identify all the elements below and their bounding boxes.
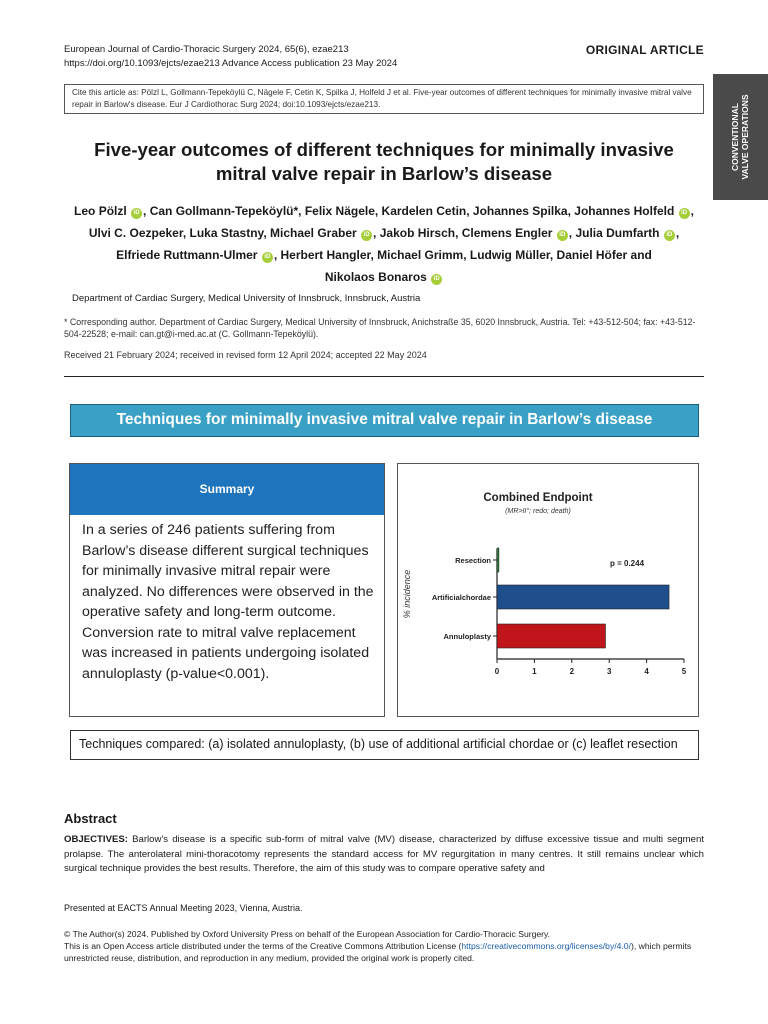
author-names: Ulvi C. Oezpeker, Luka Stastny, Michael Graber: [88, 226, 357, 240]
author-names: Nikolaos Bonaros: [324, 270, 427, 284]
orcid-icon[interactable]: iD: [679, 208, 690, 219]
abstract-heading: Abstract: [64, 811, 117, 826]
orcid-icon[interactable]: iD: [131, 208, 142, 219]
y-axis-label: % incidence: [402, 569, 412, 619]
chart-box: [397, 463, 699, 717]
category-label: Annuloplasty: [443, 632, 491, 641]
p-value-annotation: p = 0.244: [610, 559, 645, 568]
x-tick-label: 3: [606, 667, 612, 676]
license-text: ), which permits unrestricted reuse, distribution, and reproduction in any medium, provided the original work is properly cited.: [64, 941, 692, 963]
objectives-text: Barlow's disease is a specific sub-form of mitral valve (MV) disease, characterized by diffuse excessive tissue and multi segment prolapse. The anterolateral mini-thoracotomy represents the standard access for MV regurgitation in many centres. It still remains unclear which surgical technique provides the best results. Therefore, the aim of this study was to compare operative safety and: [64, 834, 704, 874]
author-names: , Julia Dumfarth: [568, 226, 660, 240]
doi-line[interactable]: https://doi.org/10.1093/ejcts/ezae213 Advance Access publication 23 May 2024: [64, 58, 398, 69]
author-names: , Herbert Hangler, Michael Grimm, Ludwig Müller, Daniel Höfer and: [273, 248, 652, 262]
title-line-1: Five-year outcomes of different techniques for minimally invasive: [94, 139, 674, 160]
title-line-2: mitral valve repair in Barlow’s disease: [215, 163, 553, 184]
orcid-icon[interactable]: iD: [262, 252, 273, 263]
citation-box: Cite this article as: Pölzl L, Gollmann-Tepeköylü C, Nägele F, Cetin K, Spilka J, Holfeld J et al. Five-year outcomes of different techniques for minimally invasive mitral valve repair in Barlow's disease. Eur J Cardiothorac Surg 2024; doi:10.1093/ejcts/ezae213.: [64, 84, 704, 114]
side-tab-line2: VALVE OPERATIONS: [740, 94, 750, 180]
graphical-abstract-banner: Techniques for minimally invasive mitral valve repair in Barlow’s disease: [70, 404, 699, 437]
article-title: [64, 138, 704, 186]
orcid-icon[interactable]: iD: [664, 230, 675, 241]
side-tab-line1: CONVENTIONAL: [730, 103, 740, 172]
abstract-objectives: [64, 833, 704, 877]
separator: ,: [675, 226, 680, 240]
article-type-label: ORIGINAL ARTICLE: [585, 43, 704, 57]
presented-note: Presented at EACTS Annual Meeting 2023, Vienna, Austria.: [64, 903, 303, 913]
corresponding-author: * Corresponding author. Department of Cardiac Surgery, Medical University of Innsbruck, Anichstraße 35, 6020 Innsbruck, Austria. Tel: +43-512-504; fax: +43-512-504-22528; e-mail: can.gt@i-med.ac.at (C. Gollmann-Tepeköylü).: [64, 317, 696, 339]
x-tick-label: 5: [681, 667, 687, 676]
techniques-compared: Techniques compared: (a) isolated annuloplasty, (b) use of additional artificial chordae or (c) leaflet resection: [70, 730, 699, 760]
chart-title: Combined Endpoint: [483, 492, 593, 504]
x-tick-label: 1: [532, 667, 537, 676]
separator: ,: [690, 204, 694, 218]
category-label: Artificialchordae: [431, 593, 491, 602]
category-label: Resection: [455, 556, 491, 565]
section-side-tab: [713, 74, 768, 200]
summary-text: In a series of 246 patients suffering from Barlow’s disease different surgical techniques for minimally invasive mitral repair were analyzed. No differences were observed in the operative safety and long-term outcome. Conversion rate to mitral valve replacement was increased in patients undergoing isolated annuloplasty (p-value<0.001).: [82, 522, 374, 682]
author-line-1: [64, 200, 704, 222]
author-line-3: [64, 244, 704, 266]
author-names: Elfriede Ruttmann-Ulmer: [116, 248, 258, 262]
orcid-icon[interactable]: iD: [431, 274, 442, 285]
author-line-4: [64, 266, 704, 288]
chart-subtitle: (MR>II°; redo; death): [505, 508, 571, 515]
affiliation: Department of Cardiac Surgery, Medical University of Innsbruck, Innsbruck, Austria: [72, 293, 421, 304]
received-dates: Received 21 February 2024; received in revised form 12 April 2024; accepted 22 May 2024: [64, 350, 427, 360]
summary-title: Summary: [70, 464, 384, 515]
orcid-icon[interactable]: iD: [361, 230, 372, 241]
combined-endpoint-chart: [398, 464, 697, 715]
orcid-icon[interactable]: iD: [557, 230, 568, 241]
author-names: , Can Gollmann-Tepeköylü*, Felix Nägele, Kardelen Cetin, Johannes Spilka, Johannes Holfeld: [143, 204, 675, 218]
author-names: , Jakob Hirsch, Clemens Engler: [373, 226, 553, 240]
license-link[interactable]: https://creativecommons.org/licenses/by/4.0/: [461, 941, 631, 951]
x-tick-label: 0: [494, 667, 500, 676]
copyright-notice: [64, 928, 704, 964]
bar-resection: [497, 548, 499, 572]
bar-artificialchordae: [497, 585, 669, 609]
author-list: [64, 200, 704, 288]
license-line: [64, 940, 704, 964]
x-tick-label: 2: [569, 667, 575, 676]
bar-annuloplasty: [497, 624, 605, 648]
copyright-line: © The Author(s) 2024. Published by Oxford University Press on behalf of the European Association for Cardio-Thoracic Surgery.: [64, 929, 551, 939]
journal-citation: European Journal of Cardio-Thoracic Surgery 2024, 65(6), ezae213: [64, 44, 349, 55]
objectives-label: OBJECTIVES:: [64, 834, 128, 845]
license-text: This is an Open Access article distributed under the terms of the Creative Commons Attribution License (: [64, 941, 462, 951]
author-line-2: [64, 222, 704, 244]
x-tick-label: 4: [644, 667, 649, 676]
author-name[interactable]: Leo Pölzl: [74, 204, 127, 218]
summary-box: [69, 463, 385, 717]
divider: [64, 376, 704, 377]
